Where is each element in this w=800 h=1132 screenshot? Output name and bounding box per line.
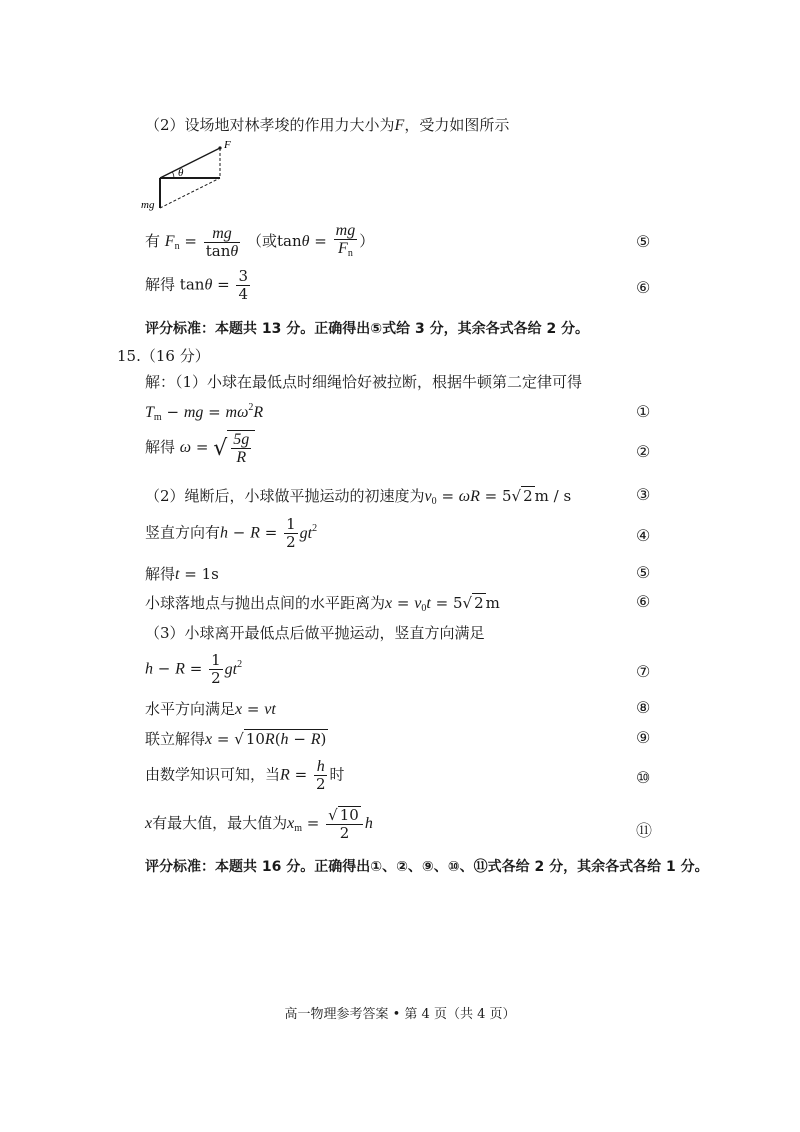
part2-intro-text: （2）设场地对林孝埈的作用力大小为 xyxy=(145,116,395,134)
q15-part3: （3）小球离开最低点后做平抛运动，竖直方向满足 xyxy=(145,624,485,642)
eq15-3-number: ③ xyxy=(636,485,651,504)
eq15-7: h − R = $\frac{1}{2}$ $gt^2$ xyxy=(145,651,243,687)
diagram-dash-diagonal xyxy=(160,178,220,208)
diagram-force-f xyxy=(160,148,220,178)
eq15-1: $T_m$ − mg = $m\omega^2R$ xyxy=(145,402,264,423)
eq14-6-prefix: 解得 xyxy=(145,275,176,294)
eq14-5: 有 $F_n$ = $\frac{mg}{\tan\theta}$ （或tanθ = $\frac{mg}{F_n}$ ） xyxy=(145,222,374,262)
eq14-6-number: ⑥ xyxy=(636,278,651,297)
part2-intro-var: F xyxy=(394,117,405,134)
eq14-6-den: 4 xyxy=(238,285,248,303)
eq15-10: 由数学知识可知，当R = $\frac{h}{2}$ 时 xyxy=(145,758,345,793)
grading-q14: 评分标准：本题共 13 分。正确得出⑤式给 3 分，其余各式各给 2 分。 xyxy=(145,321,590,337)
part2-intro-tail: ，受力如图所示 xyxy=(404,116,510,134)
eq15-9: 联立解得x = √ 10R(h − R) xyxy=(145,730,327,748)
eq14-5-paren-open: （或 xyxy=(247,232,278,250)
eq15-11: x有最大值，最大值为$x_m$ = $\frac{√ 10}{2}$ h xyxy=(145,806,373,842)
eq15-11-prefix: 有最大值，最大值为 xyxy=(152,814,288,832)
eq15-4-number: ④ xyxy=(636,526,651,545)
q15-part1: 解：（1）小球在最低点时细绳恰好被拉断，根据牛顿第二定律可得 xyxy=(145,373,583,391)
eq15-2-prefix: 解得 xyxy=(145,438,176,456)
eq15-6-number: ⑥ xyxy=(636,592,651,611)
eq14-5-prefix: 有 xyxy=(145,232,161,250)
force-diagram xyxy=(138,138,238,213)
eq15-5-prefix: 解得 xyxy=(145,565,176,583)
eq15-7-number: ⑦ xyxy=(636,662,651,681)
page-footer: 高一物理参考答案 • 第 4 页（共 4 页） xyxy=(284,1007,516,1022)
eq15-6-prefix: 小球落地点与抛出点间的水平距离为 xyxy=(145,594,386,612)
eq15-4: 竖直方向有h − R = $\frac{1}{2}$ $gt^2$ xyxy=(145,515,318,551)
eq15-3-prefix: （2）绳断后，小球做平抛运动的初速度为 xyxy=(145,487,425,505)
eq15-10-number: ⑩ xyxy=(636,768,651,787)
eq15-5-number: ⑤ xyxy=(636,563,651,582)
eq15-9-number: ⑨ xyxy=(636,728,651,747)
eq15-8: 水平方向满足x = vt xyxy=(145,700,276,718)
eq15-2-number: ② xyxy=(636,442,651,461)
grading-q15: 评分标准：本题共 16 分。正确得出①、②、⑨、⑩、⑪式各给 2 分，其余各式各给 1 分。 xyxy=(145,859,709,875)
eq15-4-prefix: 竖直方向有 xyxy=(145,523,221,542)
eq15-9-prefix: 联立解得 xyxy=(145,730,206,748)
eq15-10-prefix: 由数学知识可知，当 xyxy=(145,765,281,784)
eq15-11-number: ⑪ xyxy=(636,821,653,840)
q15-header: 15.（16 分） xyxy=(117,347,210,365)
eq15-2: 解得 ω = √ $\frac{5g}{R}$ xyxy=(145,430,255,466)
eq14-6: 解得 tanθ = $\frac{3}{4}$ xyxy=(145,267,248,303)
eq14-5-paren-close: ） xyxy=(359,232,375,250)
diagram-label-theta: θ xyxy=(178,167,184,179)
eq15-8-prefix: 水平方向满足 xyxy=(145,700,236,718)
eq15-10-suffix: 时 xyxy=(329,765,345,784)
eq15-5: 解得t = 1s xyxy=(145,565,219,583)
eq15-6: 小球落地点与抛出点间的水平距离为$x = v_0t = 5√$ 2 m xyxy=(145,594,500,614)
eq14-6-num: 3 xyxy=(238,267,248,285)
diagram-label-mg: mg xyxy=(141,199,155,211)
diagram-label-f: F xyxy=(224,139,231,151)
eq15-8-number: ⑧ xyxy=(636,698,651,717)
part2-intro xyxy=(145,114,509,135)
eq15-1-number: ① xyxy=(636,402,651,421)
eq14-5-number: ⑤ xyxy=(636,232,651,251)
diagram-point xyxy=(218,146,221,149)
eq15-3: （2）绳断后，小球做平抛运动的初速度为$v_0 = \omega R = 5√$ 2 m / s xyxy=(145,487,572,507)
